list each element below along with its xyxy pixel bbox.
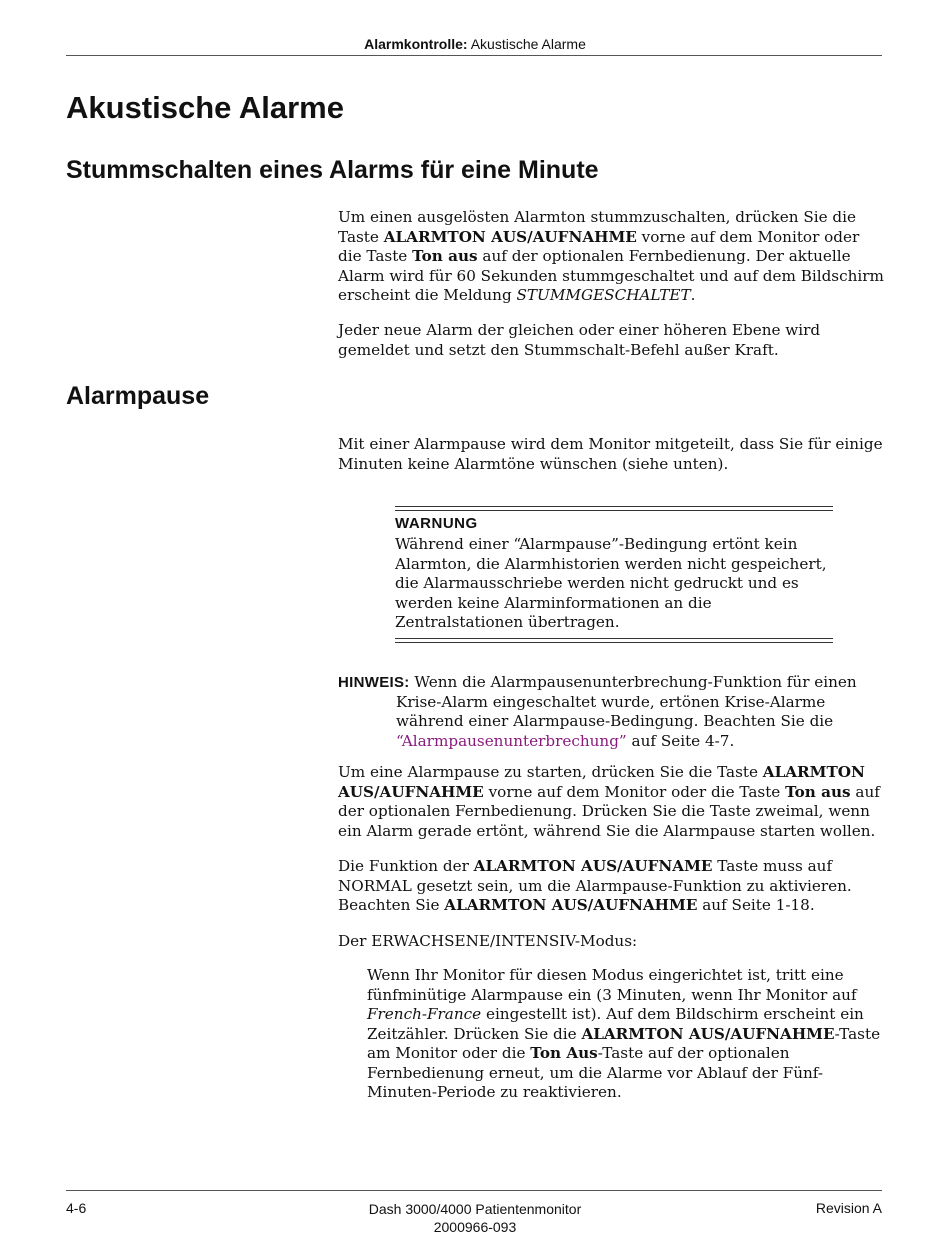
text-run: auf Seite 4-7.: [626, 731, 735, 750]
section-heading-mute: Stummschalten eines Alarms für eine Minute: [66, 156, 599, 184]
running-header-topic: Akustische Alarme: [470, 36, 586, 52]
cross-reference-link[interactable]: “Alarmpausenunterbrechung”: [396, 731, 627, 750]
pause-intro: Mit einer Alarmpause wird dem Monitor mitgeteilt, dass Sie für einige Minuten keine Alarmtöne wünschen (siehe unten).: [338, 435, 883, 473]
mute-paragraph-1: [338, 208, 884, 306]
footer-center: [0, 1200, 950, 1236]
text-run: .: [690, 286, 696, 304]
key-name: Ton aus: [412, 247, 478, 265]
text-run: vorne auf dem Monitor oder die Taste: [483, 782, 786, 801]
running-header-section: Alarmkontrolle:: [364, 36, 468, 52]
key-name: Ton aus: [785, 782, 851, 801]
mode-paragraph: [367, 966, 887, 1103]
warning-text: Während einer “Alarmpause”-Bedingung ertönt kein Alarmton, die Alarmhistorien werden nicht gespeichert, die Alarmausschriebe werden nicht gedruckt und es werden keine Alarminformationen an die Zentralstationen übertragen.: [395, 535, 827, 631]
text-run: -Taste auf der optionalen Fernbedienung erneut, um die Alarme vor Ablauf der Fünf-Minuten-Periode zu reaktivieren.: [367, 1044, 823, 1101]
text-run: Wenn Ihr Monitor für diesen Modus eingerichtet ist, tritt eine fünfminütige Alarmpause ein (3 Minuten, wenn Ihr Monitor auf: [367, 966, 857, 1004]
key-name: ALARMTON AUS/AUFNAHME: [338, 763, 865, 801]
product-name: Dash 3000/4000 Patientenmonitor: [368, 1201, 582, 1217]
text-run: -Taste am Monitor oder die: [367, 1024, 881, 1062]
footer-rule: [66, 1190, 882, 1191]
page-title: Akustische Alarme: [66, 90, 344, 125]
note-label: HINWEIS:: [338, 674, 410, 691]
note-line-3: während einer Alarmpause-Bedingung. Beachten Sie die: [396, 712, 834, 730]
text-run: vorne auf dem Monitor oder die Taste: [338, 227, 860, 265]
revision-label: Revision A: [815, 1200, 882, 1216]
text-run: eingestellt ist). Auf dem Bildschirm erscheint ein Zeitzähler. Drücken Sie die: [367, 1005, 864, 1043]
running-header: [0, 36, 950, 52]
text-run: Um einen ausgelösten Alarmton stummzuschalten, drücken Sie die Taste: [338, 208, 856, 246]
note-line-1: [338, 673, 884, 693]
page-number: 4-6: [66, 1200, 87, 1216]
text-run: auf der optionalen Fernbedienung. Der aktuelle Alarm wird für 60 Sekunden stummgeschaltet und auf dem Bildschirm erscheint die Meldung: [338, 247, 884, 304]
document-number: 2000966-093: [433, 1219, 517, 1235]
pause-start-paragraph: [338, 763, 884, 841]
warning-title: WARNUNG: [395, 515, 478, 532]
key-name: ALARMTON AUS/AUFNAHME: [444, 896, 698, 914]
text-run: Taste muss auf NORMAL gesetzt sein, um die Alarmpause-Funktion zu aktivieren. Beachten Sie: [338, 857, 852, 914]
text-run: Wenn die Alarmpausenunterbrechung-Funktion für einen: [409, 673, 857, 691]
header-rule: [66, 55, 882, 56]
key-name: Ton Aus: [530, 1044, 598, 1062]
key-name: ALARMTON AUS/AUFNAME: [473, 857, 713, 875]
screen-message: STUMMGESCHALTET: [516, 286, 691, 304]
note-line-4: [338, 732, 884, 752]
note-line-2: Krise-Alarm eingeschaltet wurde, ertönen Krise-Alarme: [396, 692, 826, 711]
text-run: auf der optionalen Fernbedienung. Drücken Sie die Taste zweimal, wenn ein Alarm gerade ertönt, während Sie die Alarmpause starten wollen.: [338, 782, 880, 840]
warning-bottom-rule: [395, 638, 833, 643]
text-run: Um eine Alarmpause zu starten, drücken Sie die Taste: [338, 763, 763, 781]
pause-function-paragraph: [338, 857, 884, 916]
language-setting: French-France: [367, 1005, 482, 1023]
mute-paragraph-2: Jeder neue Alarm der gleichen oder einer höheren Ebene wird gemeldet und setzt den Stummschalt-Befehl außer Kraft.: [338, 321, 821, 359]
note-block: [338, 673, 884, 751]
key-name: ALARMTON AUS/AUFNAHME: [383, 227, 637, 246]
text-run: Die Funktion der: [338, 857, 474, 875]
warning-top-rule: [395, 506, 833, 511]
mode-label: Der ERWACHSENE/INTENSIV-Modus:: [338, 932, 638, 950]
section-heading-pause: Alarmpause: [66, 382, 210, 410]
text-run: auf Seite 1-18.: [697, 896, 815, 914]
key-name: ALARMTON AUS/AUFNAHME: [581, 1024, 835, 1043]
